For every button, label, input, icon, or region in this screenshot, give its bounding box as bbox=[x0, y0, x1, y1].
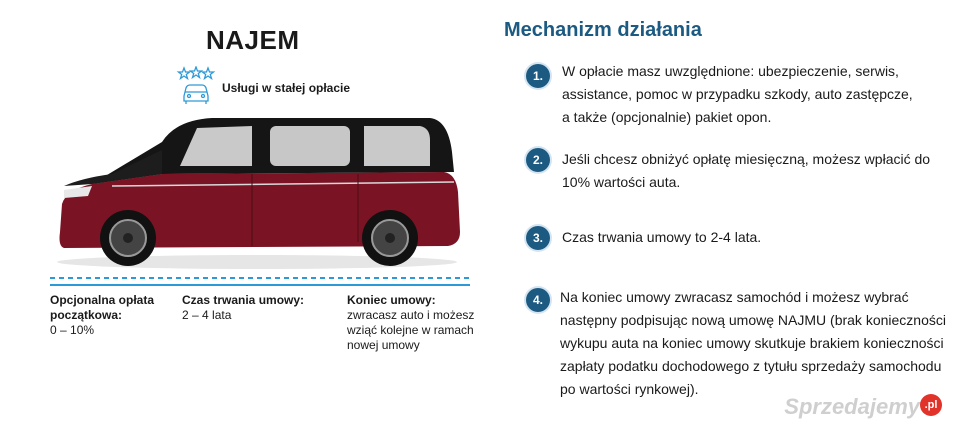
step-text: Jeśli chcesz obniżyć opłatę miesięczną, możesz wpłacić do 10% wartości auta. bbox=[562, 151, 931, 190]
services-label: Usługi w stałej opłacie bbox=[222, 81, 351, 95]
mechanism-title: Mechanizm działania bbox=[504, 19, 702, 41]
car-with-stars-icon bbox=[176, 66, 216, 106]
watermark-suffix: .pl bbox=[920, 394, 942, 416]
column-title: Koniec umowy: bbox=[347, 293, 436, 307]
info-column-end-of-contract bbox=[347, 293, 497, 353]
info-column-initial-fee bbox=[50, 293, 170, 338]
step-number-badge: 4. bbox=[526, 288, 550, 312]
step-text: Na koniec umowy zwracasz samochód i możesz wybrać następny podpisując nową umowę NAJMU (brak konieczności wykupu auta na koniec umowy skutkuje brakiem konieczności zapłaty podatku dochodowego z tytułu sprzedaży samochodu po wartości rynkowej). bbox=[560, 289, 946, 397]
column-title: Czas trwania umowy: bbox=[182, 293, 305, 307]
column-text: zwracasz auto i możesz wziąć kolejne w ramach nowej umowy bbox=[347, 308, 475, 352]
column-text: 2 – 4 lata bbox=[182, 308, 232, 322]
step-number-badge: 1. bbox=[526, 64, 550, 88]
page-title: NAJEM bbox=[206, 25, 300, 55]
step-number-badge: 3. bbox=[526, 226, 550, 250]
column-title: Opcjonalna opłata początkowa: bbox=[50, 293, 155, 322]
van-image bbox=[52, 112, 462, 272]
watermark-text: Sprzedajemy bbox=[784, 394, 920, 419]
step-number-badge: 2. bbox=[526, 148, 550, 172]
column-text: 0 – 10% bbox=[50, 323, 95, 337]
info-column-duration bbox=[182, 293, 332, 323]
step-text: Czas trwania umowy to 2-4 lata. bbox=[562, 229, 762, 245]
divider-line bbox=[50, 274, 470, 288]
step-text: W opłacie masz uwzględnione: ubezpieczenie, serwis, assistance, pomoc w przypadku szkody, auto zastępcze, a także (opcjonalnie) pakiet opon. bbox=[562, 63, 913, 125]
watermark bbox=[784, 394, 942, 420]
